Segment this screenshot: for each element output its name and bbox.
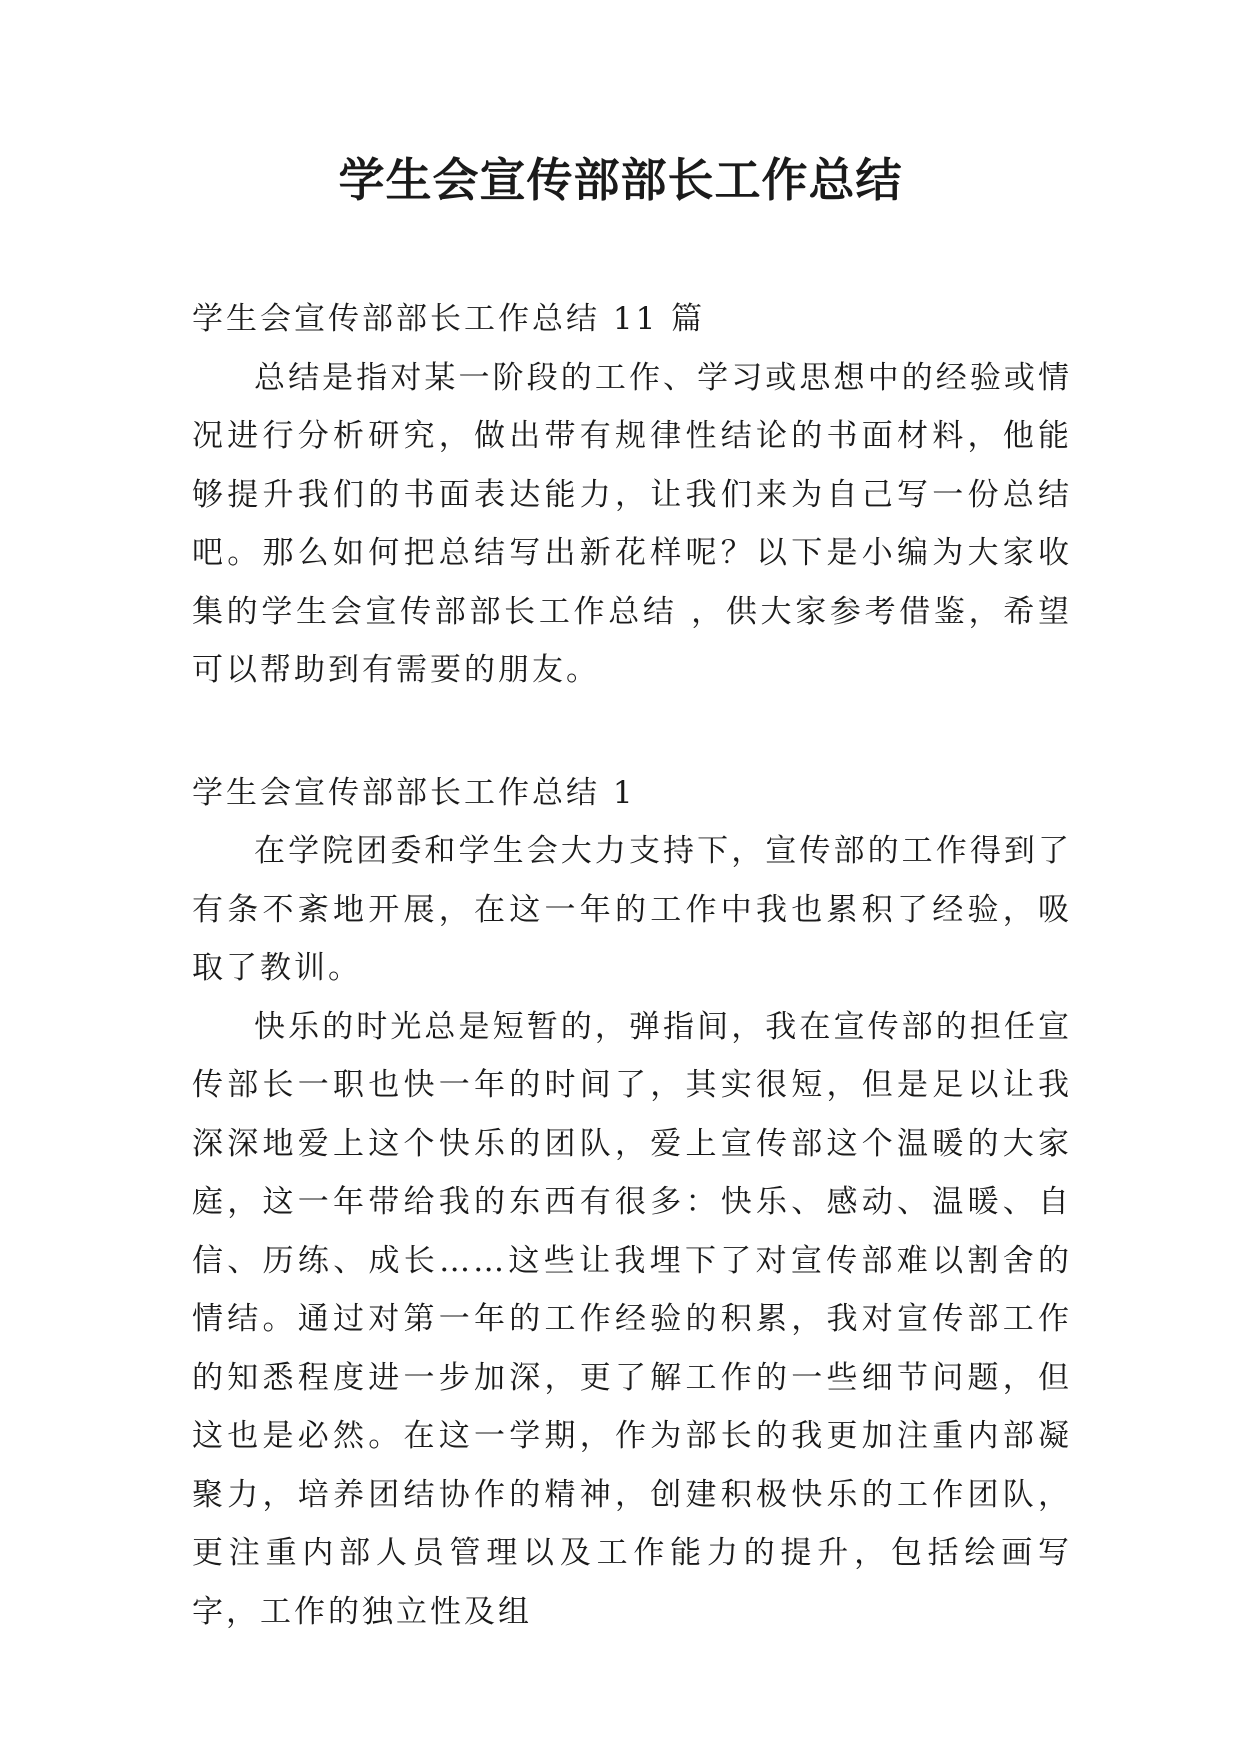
section-heading-intro: 学生会宣传部部长工作总结 11 篇 [192, 301, 706, 337]
document-title: 学生会宣传部部长工作总结 [338, 153, 903, 207]
intro-paragraph: 总结是指对某一阶段的工作、学习或思想中的经验或情况进行分析研究，做出带有规律性结论的书面材料，他能够提升我们的书面表达能力，让我们来为自己写一份总结吧。那么如何把总结写出新花样呢？以下是小编为大家收集的学生会宣传部部长工作总结 ，供大家参考借鉴，希望可以帮助到有需要的朋友。 [192, 359, 1072, 688]
section-heading-1: 学生会宣传部部长工作总结 1 [192, 774, 636, 811]
section-1-paragraph-2: 快乐的时光总是短暂的，弹指间，我在宣传部的担任宣传部长一职也快一年的时间了，其实很短，但是足以让我深深地爱上这个快乐的团队，爱上宣传部这个温暖的大家庭，这一年带给我的东西有很多：快乐、感动、温暖、自信、历练、成长……这些让我埋下了对宣传部难以割舍的情结。通过对第一年的工作经验的积累，我对宣传部工作的知悉程度进一步加深，更了解工作的一些细节问题，但这也是必然。在这一学期，作为部长的我更加注重内部凝聚力，培养团结协作的精神，创建积极快乐的工作团队，更注重内部人员管理以及工作能力的提升，包括绘画写字，工作的独立性及组 [192, 1008, 1072, 1630]
section-spacer [192, 700, 1072, 764]
section-1-paragraph-1: 在学院团委和学生会大力支持下，宣传部的工作得到了有条不紊地开展，在这一年的工作中我也累积了经验，吸取了教训。 [192, 833, 1072, 986]
document-body [192, 290, 1072, 1641]
